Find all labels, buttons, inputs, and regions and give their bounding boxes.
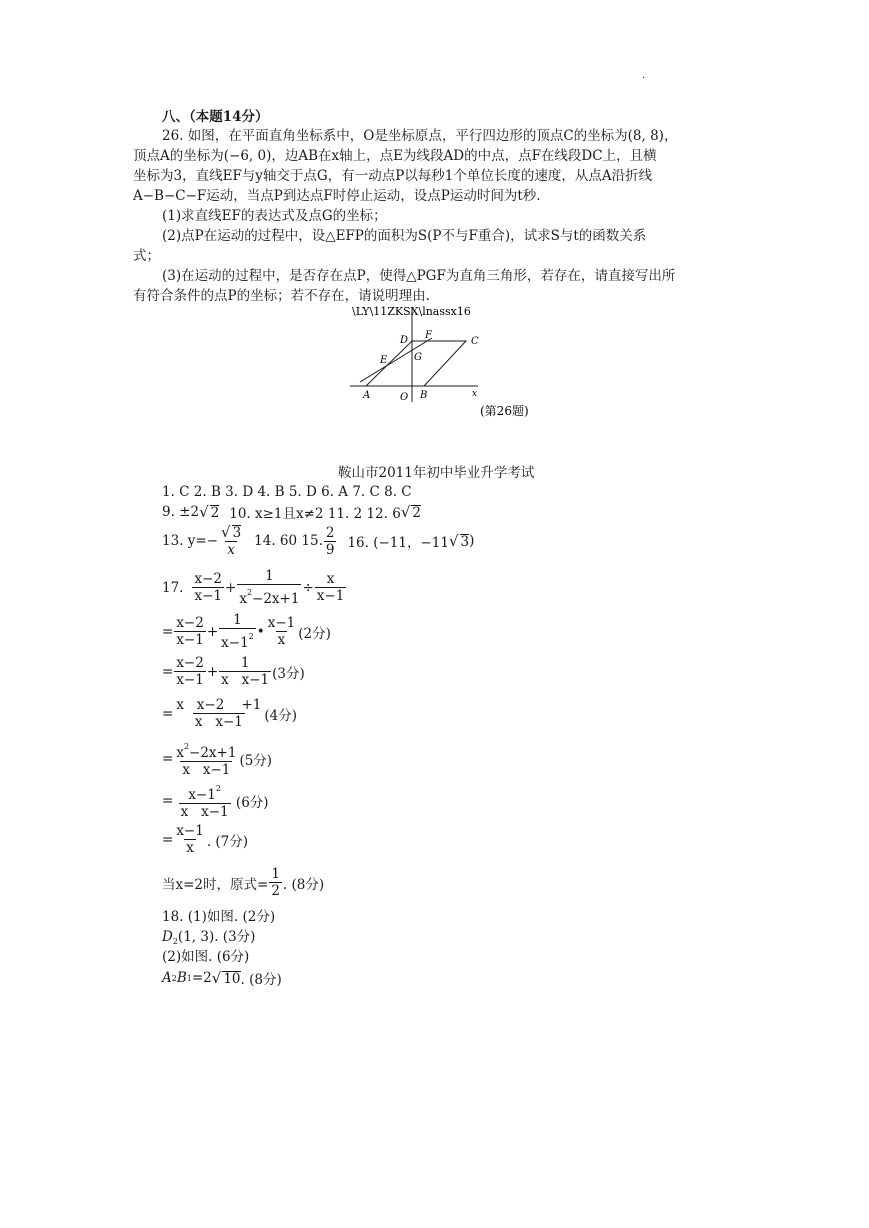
q26-line-3: 坐标为3，直线EF与y轴交于点G，有一动点P以每秒1个单位长度的速度，从点A沿折线 <box>133 168 653 184</box>
q17-final-text: 当x=2时，原式= <box>162 876 269 893</box>
label-g: G <box>414 352 422 363</box>
q26-part-2-line-1: (2)点P在运动的过程中，设△EFP的面积为S(P不与F重合)，试求S与t的函数关系 <box>162 228 647 244</box>
q18-line-1: 18. (1)如图. (2分) <box>162 909 276 925</box>
q26-part-1: (1)求直线EF的表达式及点G的坐标； <box>162 208 387 224</box>
label-o: O <box>400 392 409 403</box>
q17-f3-den: x−1 <box>316 588 345 604</box>
q17-step-2: = $\frac{x-2}{x-1}$ + $\frac{1}{\text{x x−1}}$ (3分) <box>162 655 305 688</box>
q17-step-2-score: (3分) <box>272 665 305 682</box>
q17-f1-num: x−2 <box>194 571 222 587</box>
q17-step-4: = $\frac{x^2-2x+1}{\text{x x−1}}$ (5分) <box>162 742 273 778</box>
label-d: D <box>400 335 409 346</box>
q17-step-1: = $\frac{x-2}{x-1}$ + $\frac{1}{x-1^2}$ • $\frac{x-1}{x}$ (2分) <box>162 612 331 651</box>
q17-step-3-score: (4分) <box>264 707 298 724</box>
answer-9-radicand: 2 <box>210 504 220 521</box>
q17-f3-num: x <box>326 571 335 587</box>
answer-9: 9. ±2 <box>162 504 200 520</box>
q18-line-4: A 2 B 1 =2 √ 10 . (8分) <box>162 969 282 988</box>
answer-16-end: ) <box>469 533 475 549</box>
q26-line-1: 26. 如图，在平面直角坐标系中，O是坐标原点，平行四边形的顶点C的坐标为(8, 8)， <box>162 128 678 144</box>
answers-row-3: 13. y=− $\frac{√ 3}{x}$ 14. 60 15. $\frac{2}{9}$ 16. (−11，−11 √ 3 ) <box>162 523 475 558</box>
label-x: x <box>472 389 478 399</box>
answer-15-den: 9 <box>325 541 335 558</box>
q17-f2-den: $x^2-2x+1$ <box>237 584 301 607</box>
q17-final-score: . (8分) <box>282 876 325 893</box>
answers-row-1: 1. C 2. B 3. D 4. B 5. D 6. A 7. C 8. C <box>162 484 412 500</box>
q17-step-5: = $\frac{x-1^2}{\text{x x−1}}$ (6分) <box>162 784 269 820</box>
answer-16: 16. (−11，−11 <box>347 535 449 551</box>
q26-part-2-line-2: 式； <box>133 248 160 264</box>
q17-f2-num: 1 <box>265 568 274 584</box>
q26-line-4: A−B−C−F运动，当点P到达点F时停止运动，设点P运动时间为t秒. <box>133 188 541 204</box>
label-f: F <box>425 330 432 341</box>
q17-step-5-score: (6分) <box>235 794 269 811</box>
answer-12-radicand: 2 <box>412 504 421 521</box>
q17-step-3: = $\frac{\text{x x−2 +1}}{\text{x x−1}}$ (4分) <box>162 697 298 730</box>
q17-step-6-score: . (7分) <box>206 833 249 850</box>
figure-filename: \LY\11ZKSX\lnassx16 <box>352 305 471 318</box>
answer-15-num: 2 <box>325 524 335 541</box>
q18-line-2: $D_2(1$, 3). (3分) <box>162 929 256 946</box>
q17-step-1-score: (2分) <box>298 625 331 642</box>
figure-caption: (第26题) <box>480 404 529 418</box>
q17-step-4-score: (5分) <box>239 752 273 769</box>
page-dot: . <box>642 70 646 81</box>
answers-10-12: 10. x≥1且x≠2 11. 2 12. 6 <box>229 506 401 522</box>
q17-f1-den: x−1 <box>194 588 222 604</box>
answers-14-15: 14. 60 15. <box>254 533 323 549</box>
q17-label: 17. <box>162 579 184 596</box>
q26-figure <box>340 302 580 422</box>
answers-heading: 鞍山市2011年初中毕业升学考试 <box>338 465 535 481</box>
q26-part-3-line-2: 有符合条件的点P的坐标；若不存在，请说明理由. <box>133 288 430 304</box>
answer-13-num: 3 <box>232 525 242 541</box>
answer-16-radicand: 3 <box>460 533 470 550</box>
label-a: A <box>363 390 371 401</box>
label-e: E <box>380 355 388 366</box>
q26-part-3-line-1: (3)在运动的过程中，是否存在点P，使得△PGF为直角三角形，若存在，请直接写出所 <box>162 268 676 284</box>
answer-13: 13. y=− <box>162 533 219 549</box>
section-title: 八、（本题14分） <box>162 109 269 125</box>
q17-expression: 17. $\frac{x-2}{x-1}$ + $\frac{1}{x^2-2x+1}$ ÷ $\frac{x}{x-1}$ <box>162 568 345 607</box>
q26-line-2: 顶点A的坐标为(−6, 0)，边AB在x轴上，点E为线段AD的中点，点F在线段DC上，且横 <box>133 148 657 164</box>
q18-line-3: (2)如图. (6分) <box>162 949 250 965</box>
answers-row-2: 9. ±2 √ 2 10. x≥1且x≠2 11. 2 12. 6 √ 2 <box>162 503 421 522</box>
label-b: B <box>420 390 428 401</box>
q17-final: 当x=2时，原式= $\frac{1}{2}$ . (8分) <box>162 866 325 899</box>
q17-step-6: = $\frac{x-1}{x}$ . (7分) <box>162 823 249 856</box>
label-c: C <box>471 336 479 347</box>
answer-13-den: x <box>227 542 235 558</box>
